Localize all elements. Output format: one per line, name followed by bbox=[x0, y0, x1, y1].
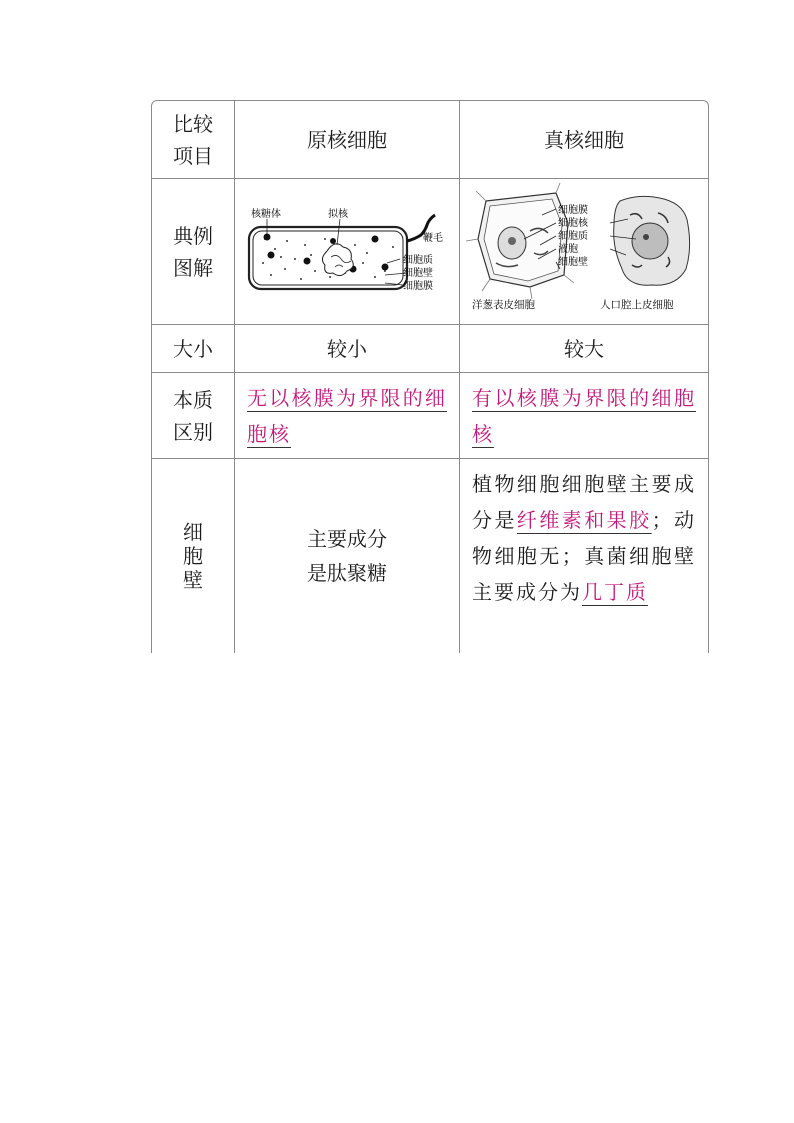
label-membrane: 细胞膜 bbox=[403, 281, 433, 292]
row-label-essence: 本质 区别 bbox=[173, 387, 213, 444]
header-eukaryote: 真核细胞 bbox=[544, 127, 624, 152]
size-eukaryote: 较大 bbox=[564, 336, 604, 361]
header-compare-item: 比较 项目 bbox=[173, 111, 213, 168]
label-cell-wall: 细胞壁 bbox=[403, 268, 433, 279]
row-label-cell-wall: 细 胞 壁 bbox=[183, 520, 203, 592]
size-prokaryote: 较小 bbox=[327, 336, 367, 361]
prokaryote-diagram bbox=[235, 179, 459, 324]
caption-oral-cell: 人口腔上皮细胞 bbox=[600, 299, 674, 311]
label-flagellum: 鞭毛 bbox=[423, 233, 443, 244]
label-euk-vacuole: 液胞 bbox=[558, 244, 578, 255]
header-prokaryote: 原核细胞 bbox=[307, 127, 387, 152]
cell-wall-text-1: 植物细胞细胞壁主要成分是 bbox=[472, 472, 696, 532]
cell-wall-eukaryote bbox=[472, 466, 696, 610]
label-euk-nucleus: 细胞核 bbox=[558, 218, 588, 229]
essence-eukaryote bbox=[472, 380, 696, 452]
label-cytoplasm: 细胞质 bbox=[403, 255, 433, 266]
row-label-size: 大小 bbox=[173, 336, 213, 361]
row-label-diagram: 典例 图解 bbox=[173, 223, 213, 280]
answer-cell-wall-fungi: 几丁质 bbox=[582, 580, 648, 604]
cell-wall-text-2: ；动物细胞无；真菌细胞壁主要成分为 bbox=[472, 508, 697, 604]
caption-onion: 洋葱表皮细胞 bbox=[472, 299, 535, 311]
label-euk-membrane: 细胞膜 bbox=[558, 205, 588, 216]
essence-prokaryote bbox=[247, 380, 447, 452]
label-euk-cytoplasm: 细胞质 bbox=[558, 231, 588, 242]
eukaryote-diagram bbox=[460, 179, 708, 324]
cell-wall-prokaryote: 主要成分 是肽聚糖 bbox=[307, 527, 387, 585]
label-nucleoid: 拟核 bbox=[328, 209, 348, 220]
answer-eukaryote-essence: 有以核膜为界限的细胞核 bbox=[472, 386, 696, 446]
answer-cell-wall-plant: 纤维素和果胶 bbox=[516, 508, 652, 532]
row-divider bbox=[152, 372, 708, 373]
label-euk-cell-wall: 细胞壁 bbox=[558, 257, 588, 268]
label-ribosome: 核糖体 bbox=[251, 209, 281, 220]
comparison-table bbox=[151, 100, 709, 653]
answer-prokaryote-essence: 无以核膜为界限的细胞核 bbox=[247, 386, 447, 446]
